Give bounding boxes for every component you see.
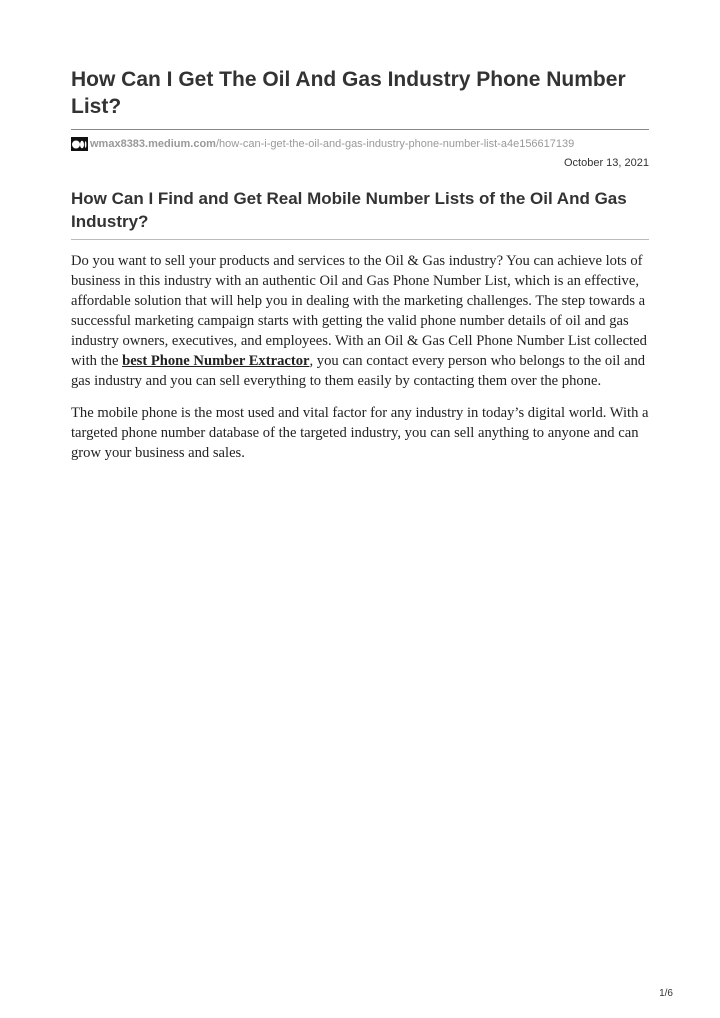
article <box>71 66 649 463</box>
phone-number-extractor-link[interactable]: best Phone Number Extractor <box>122 353 310 369</box>
source-path[interactable]: /how-can-i-get-the-oil-and-gas-industry-phone-number-list-a4e156617139 <box>215 138 575 150</box>
section-heading: How Can I Find and Get Real Mobile Number Lists of the Oil And Gas Industry? <box>71 187 649 240</box>
page-number: 1/6 <box>659 988 673 999</box>
page-title: How Can I Get The Oil And Gas Industry Phone Number List? <box>71 66 649 130</box>
publish-date: October 13, 2021 <box>563 157 649 169</box>
paragraph-1-text-end: , you can contact every person who belongs to the oil and gas industry and you can sell everything to them easily by contacting them over the phone. <box>71 353 646 389</box>
paragraph-2: The mobile phone is the most used and vital factor for any industry in today’s digital world. With a targeted phone number database of the targeted industry, you can sell anything to anyone and can grow your business and sales. <box>71 405 649 461</box>
paragraph-1 <box>71 251 649 391</box>
paragraph-1-text-start: Do you want to sell your products and services to the Oil & Gas industry? You can achieve lots of business in this industry with an authentic Oil and Gas Phone Number List, which is an effective, affordable solution that will help you in dealing with the marketing challenges. The step towards a successful marketing campaign starts with getting the valid phone number details of oil and gas industry owners, executives, and employees. With an Oil & Gas Cell Phone Number List collected with the <box>71 253 647 369</box>
source-domain[interactable]: wmax8383.medium.com <box>90 138 216 150</box>
medium-logo-icon <box>71 137 88 151</box>
source-url <box>71 137 649 151</box>
